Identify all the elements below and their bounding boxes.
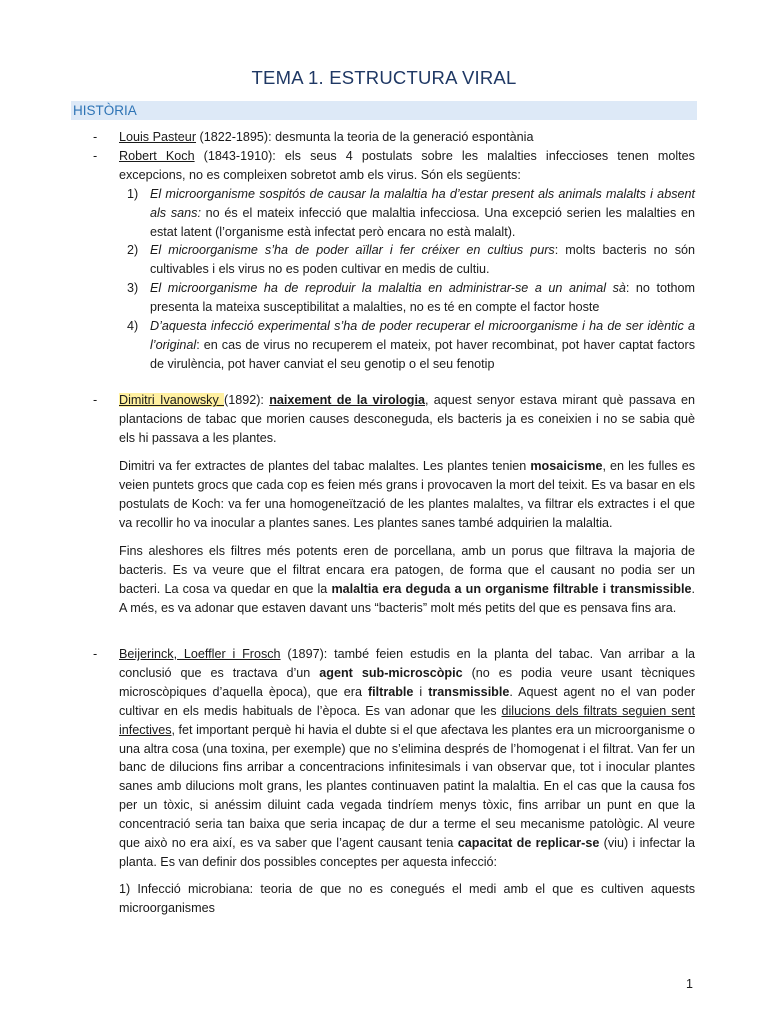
bullet: - — [93, 149, 98, 163]
postulate-text — [150, 317, 695, 374]
key-term: mosaicisme — [530, 459, 603, 473]
list-item-text — [119, 391, 695, 448]
key-term: agent sub-microscòpic — [319, 665, 463, 680]
person-name: Beijerinck, Loeffler i Frosch — [119, 647, 281, 661]
key-term: malaltia era deguda a un organisme filtrable i transmissible — [331, 581, 692, 596]
postulate-comment: : no tothom presenta la mateixa susceptibilitat a malalties, no es té en compte el factor hoste — [150, 281, 695, 314]
key-term: capacitat de replicar-se — [457, 836, 600, 851]
postulate-comment: : en cas de virus no recuperem el mateix, pot haver recombinat, pot haver captat factors de virulència, pot haver canviat el seu genotip o el seu fenotip — [150, 337, 695, 371]
person-name: Louis Pasteur — [119, 130, 197, 144]
postulate-number: 2) — [127, 243, 139, 257]
text-run: (viu) i infectar la planta. Es van definir dos possibles conceptes per aquesta infecció: — [119, 836, 695, 869]
postulate-number: 3) — [127, 281, 139, 295]
postulate-statement: El microorganisme s’ha de poder aïllar i fer créixer en cultius purs — [150, 243, 555, 257]
document-title: TEMA 1. ESTRUCTURA VIRAL — [251, 67, 517, 88]
postulate-number: 1) — [127, 187, 139, 201]
postulate-statement: D’aquesta infecció experimental s’ha de poder recuperar el microorganisme i ha de ser idèntic a l’original — [150, 319, 695, 352]
postulate-statement: El microorganisme sospitós de causar la malaltia ha d’estar present als animals malalts i absent als sans: — [150, 187, 695, 220]
paragraph-ivanowsky-1 — [119, 457, 695, 533]
underlined-phrase: dilucions dels filtrats seguien sent infectives — [119, 703, 696, 737]
bullet: - — [93, 130, 98, 144]
person-name: Robert Koch — [119, 149, 195, 163]
postulate-text — [150, 185, 695, 242]
text-run: (no es podia veure usant tècniques microscòpiques d’aquella època), que era — [119, 665, 695, 699]
year: (1892): — [224, 393, 270, 407]
paragraph-microbial-infection: 1) Infecció microbiana: teoria de que no es conegués el medi amb el que es cultiven aquests microorganismes — [119, 882, 695, 915]
text-run: i — [413, 684, 429, 699]
text-run: , en les fulles es veien puntets grocs que cada cop es feien més grans i provocaven la mort del teixit. Es va basar en els postulats de Koch: va fer una homogeneïtzació de les plantes malaltes, va filtrar els extractes i el que va recollir ho va inocular a plantes sanes. Les plantes sanes també adquirien la malaltia. — [119, 459, 695, 530]
bullet: - — [93, 647, 98, 661]
item-body: (1843-1910): els seus 4 postulats sobre les malalties infeccioses tenen moltes excepcions, no es compleixen sobretot amb els virus. Són els següents: — [119, 149, 695, 182]
text-run: Fins aleshores els filtres més potents eren de porcellana, amb un porus que filtrava la majoria de bacteris. Es va veure que el filtrat encara era patogen, de forma que el causant no podia ser un bacteri. La cosa va quedar en que la — [119, 544, 695, 596]
postulate-text — [150, 241, 695, 279]
list-item-text — [119, 645, 695, 872]
key-term: filtrable — [367, 684, 414, 699]
text-run: (1897): també feien estudis en la planta del tabac. Van arribar a la conclusió que es tractava d’un — [119, 647, 695, 680]
postulate-statement: El microorganisme ha de reproduir la malaltia en administrar-se a un animal sà — [150, 281, 626, 295]
postulate-number: 4) — [127, 319, 139, 333]
person-name: Dimitri Ivanowsky — [119, 393, 225, 407]
postulate-comment: no és el mateix infecció que malaltia infecciosa. Una excepció serien les malalties en estat latent (l’organisme està infectat però encara no està malalt). — [150, 205, 695, 239]
text-run: . Aquest agent no el van poder cultivar en els medis habituals de l’època. Es van adonar que les — [119, 684, 696, 718]
text-run: Dimitri va fer extractes de plantes del tabac malaltes. Les plantes tenien — [119, 459, 531, 473]
postulate-text — [150, 279, 695, 317]
section-heading: HISTÒRIA — [71, 101, 697, 120]
item-body: , aquest senyor estava mirant què passava en plantacions de tabac que morien causes desconeguda, els bacteris ja es coneixien i no se sabia què els hi passava a les plantes. — [119, 393, 696, 445]
bullet: - — [93, 393, 98, 407]
key-concept: naixement de la virologia — [269, 393, 425, 407]
list-item-text — [119, 128, 695, 147]
key-term: transmissible — [428, 684, 510, 699]
list-item-text — [119, 147, 695, 185]
postulate-comment: : molts bacteris no són cultivables i els virus no es poden cultivar en medis de cultiu. — [150, 243, 695, 276]
paragraph-ivanowsky-2 — [119, 542, 695, 618]
item-body: (1822-1895): desmunta la teoria de la generació espontània — [196, 130, 534, 144]
page-number: 1 — [686, 977, 693, 991]
text-run: , fet important perquè hi havia el dubte si el que afectava les plantes era un microorganisme o una altra cosa (una toxina, per exemple) que no s’elimina després de l’homogenat i el filtrat. Van fer un banc de dilucions fins arribar a concentracions infinitesimals i van observar que, tot i inocular plantes sanes amb dilucions molt grans, les plantes continuaven patint la malaltia. En el cas que la causa fos per un tòxic, si anéssim diluint cada vegada tindríem menys tòxic, fins arribar un punt en que la concentració seria tan baixa que seria incapaç de dur a terme el seu mecanisme patològic. Al veure que això no era així, es va saber que l’agent causant tenia — [119, 722, 695, 851]
text-run: . A més, es va adonar que estaven davant uns “bacteris” molt més petits del que es pensava fins ara. — [119, 581, 695, 615]
